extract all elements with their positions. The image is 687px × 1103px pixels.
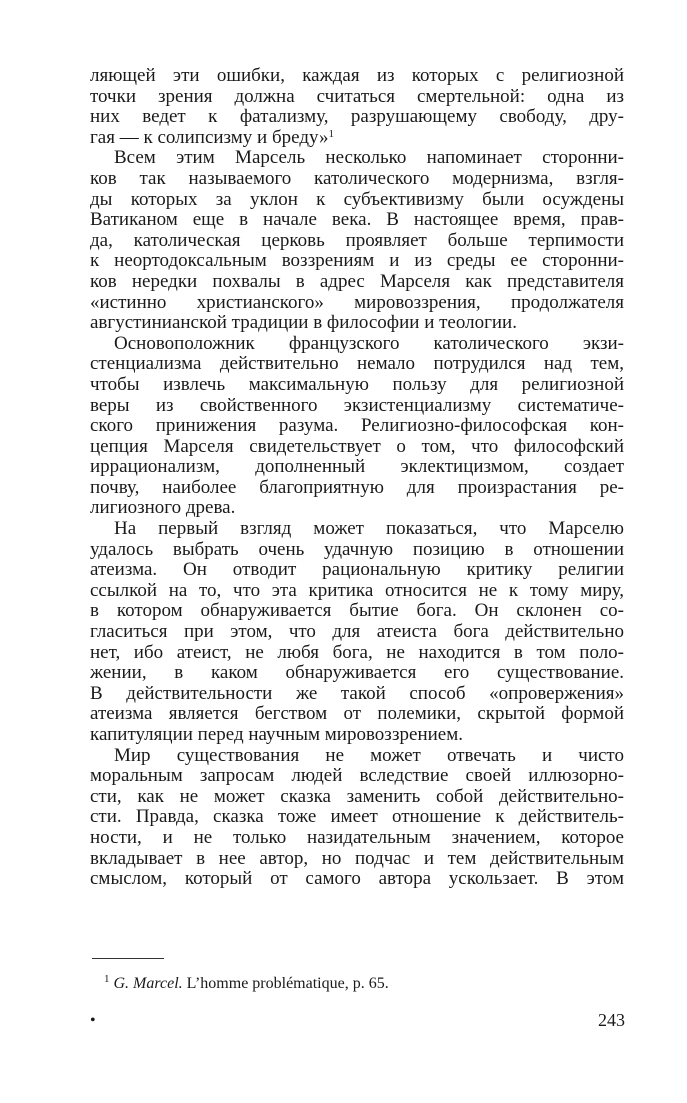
text-line-content: Основоположник французского католического экзи-: [114, 332, 624, 354]
text-line: [90, 684, 624, 705]
text-line-content: лигиозного древа.: [90, 497, 236, 519]
text-line: [90, 869, 624, 890]
text-line: [90, 498, 624, 519]
text-line: [90, 725, 624, 746]
text-line: [90, 807, 624, 828]
text-line: [90, 107, 624, 128]
text-line: [90, 293, 624, 314]
text-line-content: гая — к солипсизму и бреду»: [90, 126, 329, 148]
text-line-content: Ватиканом еще в начале века. В настоящее время, прав-: [90, 209, 624, 231]
footnote-reference: 1: [328, 127, 334, 140]
text-line-content: ности, и не только назидательным значением, которое: [90, 826, 624, 848]
text-line: [90, 128, 624, 149]
text-line-content: моральным запросам людей вследствие своей иллюзорно-: [90, 765, 624, 787]
text-line-content: атеизма. Он отводит рациональную критику религии: [90, 559, 624, 581]
text-line: [90, 354, 624, 375]
text-line: [90, 334, 624, 355]
text-line: [90, 396, 624, 417]
text-line: [90, 622, 624, 643]
text-line-content: В действительности же такой способ «опровержения»: [90, 682, 624, 704]
text-line-content: ссылкой на то, что эта критика относится не к тому миру,: [90, 579, 624, 601]
text-line: [90, 66, 624, 87]
text-line-content: к неортодоксальным воззрениям и из среды ее сторонни-: [90, 250, 624, 272]
text-line-content: иррационализм, дополненный эклектицизмом, создает: [90, 456, 624, 478]
text-line: [90, 169, 624, 190]
text-line: [90, 478, 624, 499]
text-line: [90, 704, 624, 725]
text-line-content: цепция Марселя свидетельствует о том, что философский: [90, 435, 624, 457]
text-line-content: атеизма является бегством от полемики, скрытой формой: [90, 703, 624, 725]
text-line-content: ляющей эти ошибки, каждая из которых с религиозной: [90, 65, 624, 86]
text-line-content: жении, в каком обнаруживается его существование.: [90, 662, 624, 684]
text-line-content: веры из свойственного экзистенциализму систематиче-: [90, 394, 624, 416]
text-line: [90, 210, 624, 231]
text-line-content: гласиться при этом, что для атеиста бога действительно: [90, 621, 624, 643]
text-line: [90, 437, 624, 458]
text-line-content: них ведет к фатализму, разрушающему свободу, дру-: [90, 106, 624, 128]
footnote-source: L’homme problématique, p. 65.: [186, 975, 389, 992]
footnote-marker: 1: [104, 973, 110, 985]
text-line-content: капитуляции перед научным мировоззрением.: [90, 724, 464, 745]
text-line-content: вкладывает в нее автор, но подчас и тем действительным: [90, 847, 624, 869]
text-line: [90, 190, 624, 211]
text-line-content: в котором обнаруживается бытие бога. Он склонен со-: [90, 600, 624, 622]
text-line: [90, 560, 624, 581]
text-line: [90, 828, 624, 849]
text-line: [90, 87, 624, 108]
text-line-content: да, католическая церковь проявляет больше терпимости: [90, 229, 624, 251]
text-line: [90, 457, 624, 478]
text-line-content: ского принижения разума. Религиозно-философская кон-: [90, 415, 624, 437]
text-line-content: Мир существования не может отвечать и чисто: [114, 744, 624, 766]
page-number: 243: [598, 1010, 625, 1030]
text-line: [90, 663, 624, 684]
text-line-content: ков нередки похвалы в адрес Марселя как представителя: [90, 270, 624, 292]
text-line: [90, 519, 624, 540]
text-line-content: чтобы извлечь максимальную пользу для религиозной: [90, 373, 624, 395]
text-line-content: августинианской традиции в философии и теологии.: [90, 312, 517, 334]
text-line: [90, 787, 624, 808]
footnote: [104, 974, 389, 994]
text-line: [90, 148, 624, 169]
text-line: [90, 540, 624, 561]
text-line-content: удалось выбрать очень удачную позицию в отношении: [90, 538, 624, 560]
text-line-content: ков так называемого католического модернизма, взгля-: [90, 167, 624, 189]
text-line-content: стенциализма действительно немало потрудился над тем,: [90, 353, 624, 375]
text-line: [90, 416, 624, 437]
text-line-content: нет, ибо атеист, не любя бога, не находится в том поло-: [90, 641, 624, 663]
text-line-content: сти, как не может сказка заменить собой действительно-: [90, 785, 624, 807]
text-line: [90, 251, 624, 272]
text-line-content: «истинно христианского» мировоззрения, продолжателя: [90, 291, 624, 313]
text-line: [90, 581, 624, 602]
text-line: [90, 849, 624, 870]
text-line-content: смыслом, который от самого автора ускользает. В этом: [90, 868, 624, 890]
body-text: [90, 66, 624, 890]
text-line-content: точки зрения должна считаться смертельной: одна из: [90, 85, 624, 107]
text-line-content: Всем этим Марсель несколько напоминает сторонни-: [114, 147, 624, 169]
signature-mark: •: [90, 1012, 96, 1029]
text-line: [90, 601, 624, 622]
footnote-author: G. Marcel.: [113, 975, 183, 992]
text-line: [90, 375, 624, 396]
text-line: [90, 766, 624, 787]
text-line: [90, 746, 624, 767]
text-line: [90, 313, 624, 334]
text-line: [90, 231, 624, 252]
text-line-content: почву, наиболее благоприятную для произрастания ре-: [90, 476, 624, 498]
text-line: [90, 643, 624, 664]
text-line-content: сти. Правда, сказка тоже имеет отношение к действитель-: [90, 806, 624, 828]
text-line-content: На первый взгляд может показаться, что Марселю: [114, 518, 624, 540]
text-line: [90, 272, 624, 293]
text-line-content: ды которых за уклон к субъективизму были осуждены: [90, 188, 624, 210]
footnote-separator: [92, 958, 164, 959]
